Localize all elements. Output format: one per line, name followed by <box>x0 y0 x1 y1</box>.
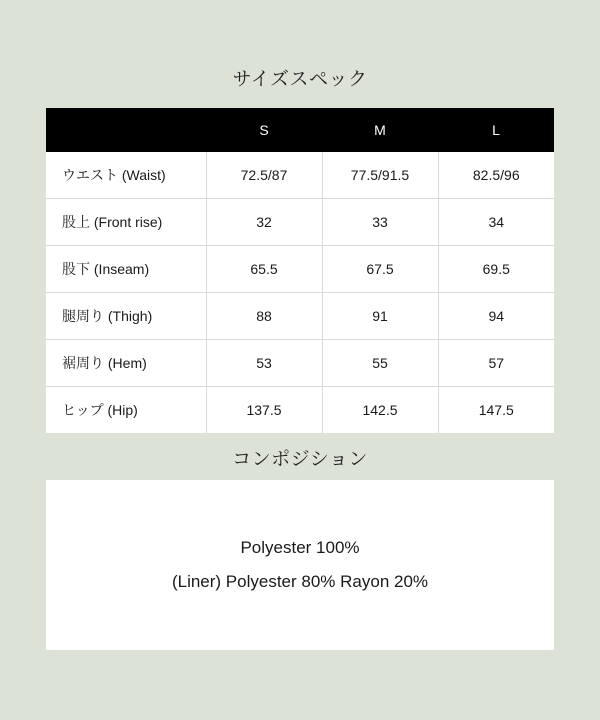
table-row <box>46 199 554 246</box>
composition-line-main: Polyester 100% <box>240 538 360 557</box>
table-header-l: L <box>438 108 554 152</box>
size-spec-title: サイズスペック <box>232 69 368 90</box>
cell-hem-l: 57 <box>438 340 554 387</box>
composition-card <box>46 480 554 650</box>
cell-thigh-m: 91 <box>322 293 438 340</box>
cell-front-rise-m: 33 <box>322 199 438 246</box>
table-row <box>46 387 554 434</box>
table-row <box>46 246 554 293</box>
row-label-hip: ヒップ (Hip) <box>46 387 206 434</box>
table-header-m: M <box>322 108 438 152</box>
cell-inseam-s: 65.5 <box>206 246 322 293</box>
row-label-front-rise: 股上 (Front rise) <box>46 199 206 246</box>
cell-hip-s: 137.5 <box>206 387 322 434</box>
row-label-waist: ウエスト (Waist) <box>46 152 206 199</box>
cell-waist-m: 77.5/91.5 <box>322 152 438 199</box>
table-row <box>46 152 554 199</box>
size-spec-table-container <box>46 108 554 433</box>
cell-inseam-l: 69.5 <box>438 246 554 293</box>
table-header-s: S <box>206 108 322 152</box>
cell-hem-m: 55 <box>322 340 438 387</box>
cell-hip-m: 142.5 <box>322 387 438 434</box>
table-header-row <box>46 108 554 152</box>
cell-hem-s: 53 <box>206 340 322 387</box>
composition-line-liner: (Liner) Polyester 80% Rayon 20% <box>171 572 429 591</box>
cell-thigh-l: 94 <box>438 293 554 340</box>
cell-front-rise-l: 34 <box>438 199 554 246</box>
size-spec-table <box>46 108 554 433</box>
composition-title: コンポジション <box>232 449 368 470</box>
cell-thigh-s: 88 <box>206 293 322 340</box>
row-label-inseam: 股下 (Inseam) <box>46 246 206 293</box>
table-row <box>46 340 554 387</box>
row-label-hem: 裾周り (Hem) <box>46 340 206 387</box>
cell-waist-l: 82.5/96 <box>438 152 554 199</box>
cell-front-rise-s: 32 <box>206 199 322 246</box>
cell-hip-l: 147.5 <box>438 387 554 434</box>
table-header <box>46 108 554 152</box>
table-body <box>46 152 554 433</box>
cell-inseam-m: 67.5 <box>322 246 438 293</box>
row-label-thigh: 腿周り (Thigh) <box>46 293 206 340</box>
table-row <box>46 293 554 340</box>
table-header-corner <box>46 108 206 152</box>
cell-waist-s: 72.5/87 <box>206 152 322 199</box>
